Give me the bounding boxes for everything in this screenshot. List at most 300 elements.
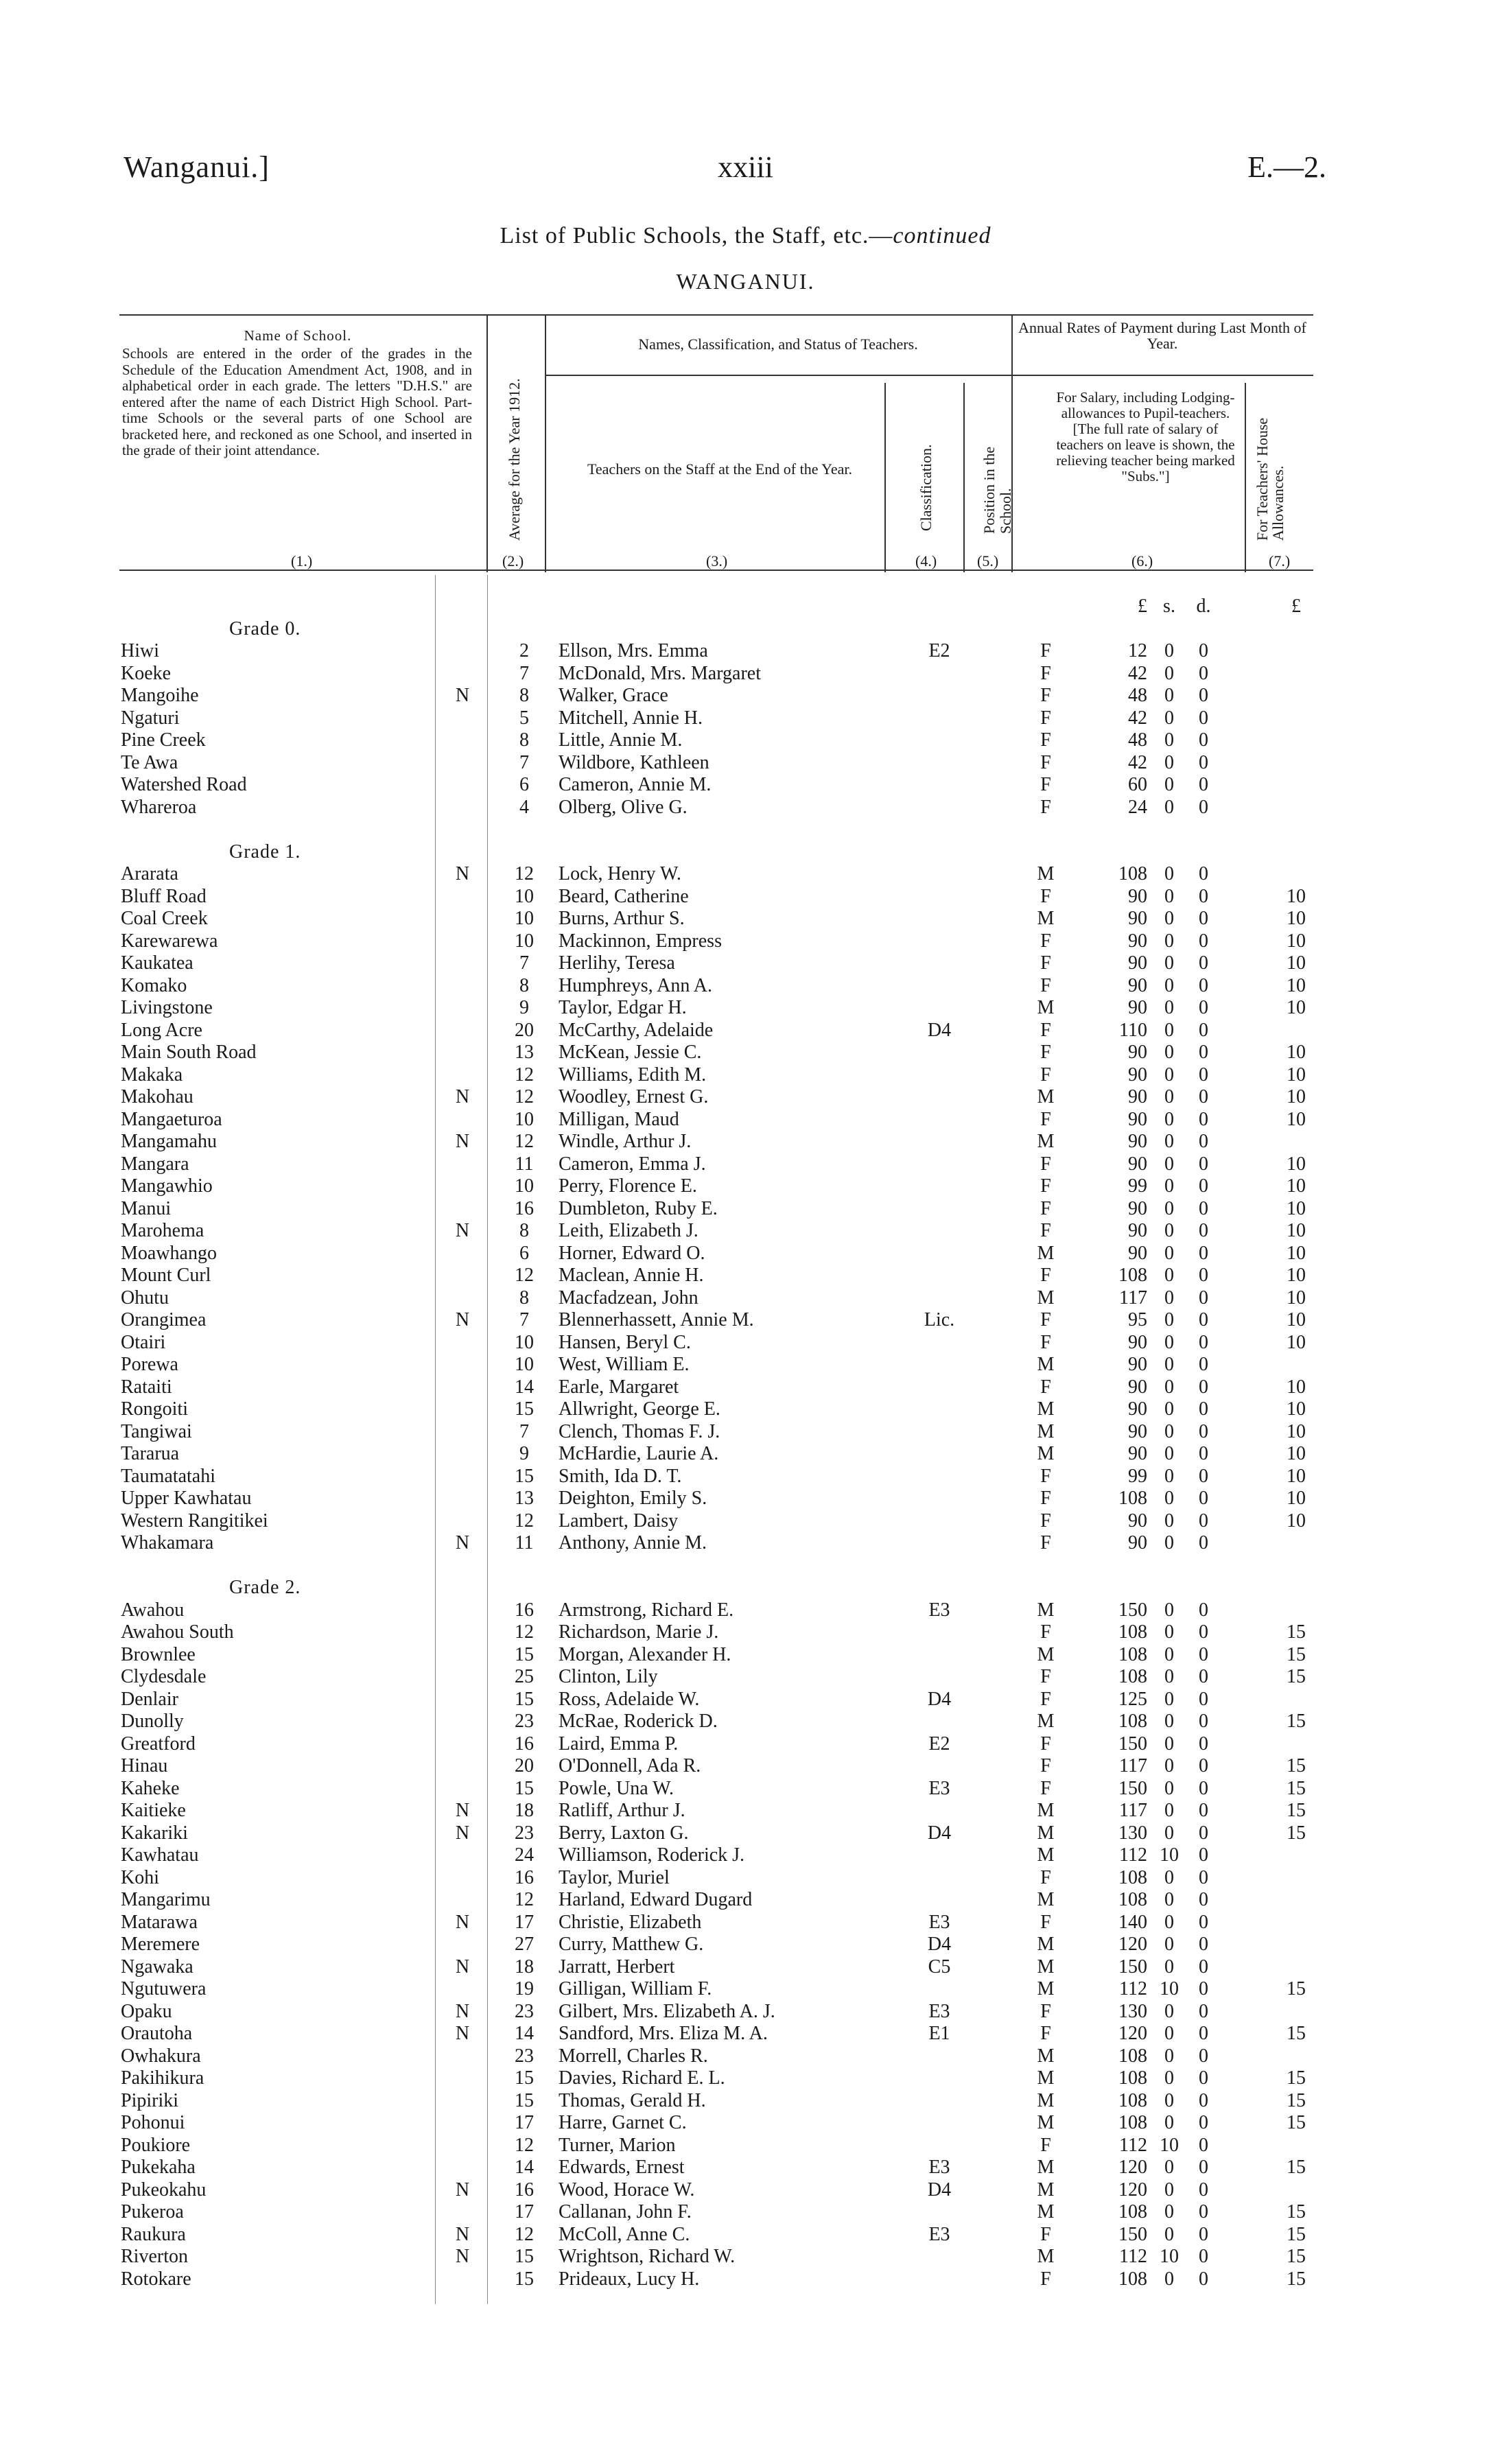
salary-pounds: 99 (1128, 1175, 1147, 1197)
salary-pounds: 120 (1118, 2023, 1147, 2044)
col-divider (884, 383, 886, 572)
salary-pence: 0 (1199, 1532, 1208, 1553)
salary-pence: 0 (1199, 1621, 1208, 1643)
salary-pence: 0 (1199, 1131, 1208, 1152)
average-attendance: 10 (515, 1331, 534, 1353)
average-attendance: 10 (515, 1354, 534, 1375)
salary-shillings: 0 (1164, 707, 1174, 729)
teacher-name: Curry, Matthew G. (559, 1934, 704, 1955)
teacher-name: McDonald, Mrs. Margaret (559, 662, 761, 684)
teacher-name: Horner, Edward O. (559, 1242, 705, 1264)
house-allowance: 10 (1287, 1376, 1306, 1398)
salary-pounds: 90 (1128, 885, 1147, 907)
house-allowance: 10 (1287, 930, 1306, 952)
house-allowance: 15 (1287, 1666, 1306, 1687)
district-subtitle: WANGANUI. (676, 269, 815, 294)
salary-pounds: 90 (1128, 1242, 1147, 1264)
table-row (119, 1844, 1313, 1867)
average-attendance: 19 (515, 1978, 534, 1999)
average-attendance: 14 (515, 1376, 534, 1398)
house-allowance: 10 (1287, 1287, 1306, 1309)
position: F (1040, 774, 1051, 795)
average-attendance: 27 (515, 1934, 534, 1955)
teacher-name: McColl, Anne C. (559, 2223, 690, 2245)
table-row (119, 1755, 1313, 1778)
school-name: Riverton (121, 2246, 188, 2267)
salary-pence: 0 (1199, 1844, 1208, 1866)
table-row (119, 997, 1313, 1020)
salary-shillings: 10 (1160, 2134, 1179, 2156)
position: F (1040, 1666, 1051, 1687)
salary-pence: 0 (1199, 863, 1208, 884)
school-mark: N (455, 1086, 470, 1107)
header-right: E.—2. (1247, 150, 1326, 184)
salary-pounds: 117 (1119, 1755, 1147, 1776)
teacher-name: Taylor, Edgar H. (559, 997, 687, 1018)
salary-pounds: 24 (1128, 796, 1147, 818)
average-attendance: 20 (515, 1019, 534, 1041)
school-name: Awahou South (121, 1621, 234, 1643)
teacher-name: Hansen, Beryl C. (559, 1331, 691, 1353)
table-row (119, 1086, 1313, 1109)
col3-heading: Teachers on the Staff at the End of the Year. (587, 460, 852, 478)
table-row (119, 797, 1313, 819)
house-allowance: 15 (1287, 2112, 1306, 2133)
house-allowance: 10 (1287, 1265, 1306, 1286)
position: F (1040, 2134, 1051, 2156)
table-row (119, 685, 1313, 707)
table-row (119, 1198, 1313, 1221)
table-row (119, 2246, 1313, 2268)
position: M (1037, 1643, 1055, 1665)
teacher-name: Herlihy, Teresa (559, 952, 675, 974)
salary-pounds: 60 (1128, 774, 1147, 795)
school-name: Pohonui (121, 2112, 185, 2133)
school-name: Western Rangitikei (121, 1510, 268, 1532)
school-name: Denlair (121, 1688, 178, 1710)
position: F (1040, 952, 1051, 974)
salary-pence: 0 (1199, 1265, 1208, 1286)
salary-pounds: 90 (1128, 1153, 1147, 1175)
salary-pounds: 90 (1128, 1376, 1147, 1398)
salary-pence: 0 (1199, 2246, 1208, 2267)
salary-pence: 0 (1199, 751, 1208, 773)
average-attendance: 5 (519, 707, 529, 729)
average-attendance: 7 (519, 751, 529, 773)
salary-pence: 0 (1199, 997, 1208, 1018)
table-row (119, 952, 1313, 975)
position: F (1040, 1042, 1051, 1063)
teacher-name: McHardie, Laurie A. (559, 1443, 719, 1464)
table-row (119, 1733, 1313, 1756)
salary-pence: 0 (1199, 974, 1208, 996)
salary-pence: 0 (1199, 1978, 1208, 1999)
salary-shillings: 10 (1160, 1978, 1179, 1999)
salary-pence: 0 (1199, 908, 1208, 929)
position: M (1037, 1889, 1055, 1910)
salary-pounds: 42 (1128, 662, 1147, 684)
house-allowance: 10 (1287, 1465, 1306, 1487)
salary-pence: 0 (1199, 1197, 1208, 1219)
average-attendance: 18 (515, 1800, 534, 1821)
salary-pounds: 108 (1118, 1866, 1147, 1888)
school-name: Kaitieke (121, 1800, 186, 1821)
salary-pence: 0 (1199, 1488, 1208, 1509)
school-name: Clydesdale (121, 1666, 207, 1687)
position: F (1040, 1510, 1051, 1532)
position: F (1040, 2268, 1051, 2290)
average-attendance: 4 (519, 796, 529, 818)
salary-pence: 0 (1199, 774, 1208, 795)
salary-pence: 0 (1199, 1153, 1208, 1175)
salary-shillings: 0 (1164, 2023, 1174, 2044)
table-row (119, 1889, 1313, 1912)
table-row (119, 640, 1313, 663)
school-name: Awahou (121, 1599, 185, 1621)
teacher-name: Earle, Margaret (559, 1376, 679, 1398)
salary-shillings: 0 (1164, 930, 1174, 952)
salary-pounds: 108 (1118, 2067, 1147, 2089)
school-name: Ohutu (121, 1287, 169, 1309)
house-allowance: 15 (1287, 1755, 1306, 1776)
school-name: Pukeroa (121, 2201, 184, 2222)
teacher-name: Richardson, Marie J. (559, 1621, 719, 1643)
house-allowance: 15 (1287, 1822, 1306, 1844)
house-allowance: 10 (1287, 1153, 1306, 1175)
table-row (119, 752, 1313, 775)
position: F (1040, 930, 1051, 952)
salary-pence: 0 (1199, 952, 1208, 974)
currency-row (119, 596, 1313, 618)
salary-pence: 0 (1199, 1711, 1208, 1732)
salary-pounds: 99 (1128, 1465, 1147, 1487)
salary-shillings: 0 (1164, 885, 1174, 907)
table-row (119, 1332, 1313, 1354)
salary-pounds: 90 (1128, 1510, 1147, 1532)
salary-pounds: 90 (1128, 1064, 1147, 1086)
table-header (119, 314, 1313, 572)
salary-shillings: 0 (1164, 1175, 1174, 1197)
salary-pounds: 150 (1118, 1733, 1147, 1755)
position: F (1040, 885, 1051, 907)
position: F (1040, 1108, 1051, 1130)
school-name: Tangiwai (121, 1420, 192, 1442)
table-row (119, 1265, 1313, 1287)
school-mark: N (455, 1822, 470, 1844)
average-attendance: 17 (515, 2112, 534, 2133)
position: F (1040, 2000, 1051, 2022)
teacher-name: Ellson, Mrs. Emma (559, 640, 708, 661)
salary-shillings: 0 (1164, 1108, 1174, 1130)
salary-shillings: 0 (1164, 1153, 1174, 1175)
salary-pounds: 150 (1118, 1599, 1147, 1621)
salary-shillings: 0 (1164, 2045, 1174, 2067)
salary-pence: 0 (1199, 1733, 1208, 1755)
school-mark: N (455, 685, 470, 706)
salary-pence: 0 (1199, 685, 1208, 706)
salary-shillings: 0 (1164, 662, 1174, 684)
teacher-name: Cameron, Annie M. (559, 774, 712, 795)
salary-shillings: 0 (1164, 1220, 1174, 1241)
salary-pence: 0 (1199, 2067, 1208, 2089)
table-row (119, 1466, 1313, 1488)
school-name: Watershed Road (121, 774, 247, 795)
position: F (1040, 1331, 1051, 1353)
salary-pounds: 90 (1128, 1197, 1147, 1219)
average-attendance: 16 (515, 1599, 534, 1621)
salary-pounds: 108 (1118, 863, 1147, 884)
table-row (119, 1309, 1313, 1332)
house-allowance: 10 (1287, 885, 1306, 907)
house-allowance: 15 (1287, 2023, 1306, 2044)
salary-pence: 0 (1199, 1934, 1208, 1955)
teacher-name: Berry, Laxton G. (559, 1822, 689, 1844)
average-attendance: 12 (515, 1131, 534, 1152)
salary-pounds: 42 (1128, 707, 1147, 729)
table-row (119, 1934, 1313, 1956)
table-row (119, 707, 1313, 730)
table-row (119, 975, 1313, 998)
salary-shillings: 0 (1164, 1866, 1174, 1888)
salary-pence: 0 (1199, 2000, 1208, 2022)
house-allowance: 10 (1287, 1510, 1306, 1532)
school-name: Raukura (121, 2223, 186, 2245)
salary-shillings: 0 (1164, 974, 1174, 996)
school-name: Mangamahu (121, 1131, 217, 1152)
teacher-name: Harre, Garnet C. (559, 2112, 687, 2133)
salary-pounds: 112 (1119, 2246, 1147, 2267)
school-name: Dunolly (121, 1711, 184, 1732)
teacher-name: Mackinnon, Empress (559, 930, 722, 952)
salary-shillings: 10 (1160, 2246, 1179, 2267)
salary-pounds: 117 (1119, 1287, 1147, 1309)
currency-pounds: £ (1138, 596, 1147, 617)
salary-shillings: 0 (1164, 1354, 1174, 1375)
teacher-name: Walker, Grace (559, 685, 668, 706)
table-row (119, 1488, 1313, 1510)
teacher-name: Blennerhassett, Annie M. (559, 1309, 754, 1330)
school-name: Kawhatau (121, 1844, 199, 1866)
position: M (1037, 2201, 1055, 2222)
salary-pounds: 108 (1118, 2112, 1147, 2133)
col-divider (545, 314, 546, 572)
salary-shillings: 0 (1164, 2268, 1174, 2290)
average-attendance: 17 (515, 1911, 534, 1933)
table-row (119, 1131, 1313, 1153)
salary-shillings: 0 (1164, 1488, 1174, 1509)
position: M (1037, 863, 1055, 884)
teacher-name: Morrell, Charles R. (559, 2045, 708, 2067)
salary-pounds: 90 (1128, 1108, 1147, 1130)
teacher-name: Lambert, Daisy (559, 1510, 679, 1532)
table-row (119, 1421, 1313, 1444)
table-row (119, 1109, 1313, 1131)
salary-pence: 0 (1199, 1064, 1208, 1086)
salary-shillings: 0 (1164, 1711, 1174, 1732)
teacher-name: Lock, Henry W. (559, 863, 681, 884)
table-row (119, 908, 1313, 930)
table-row (119, 886, 1313, 908)
table-row (119, 1599, 1313, 1622)
position: F (1040, 1265, 1051, 1286)
salary-pounds: 90 (1128, 1086, 1147, 1107)
salary-shillings: 0 (1164, 1064, 1174, 1086)
teacher-name: Armstrong, Richard E. (559, 1599, 734, 1621)
teacher-name: Williamson, Roderick J. (559, 1844, 745, 1866)
position: F (1040, 707, 1051, 729)
position: F (1040, 1019, 1051, 1041)
salary-pence: 0 (1199, 1086, 1208, 1107)
position: M (1037, 2067, 1055, 2089)
house-allowance: 15 (1287, 1800, 1306, 1821)
position: F (1040, 1866, 1051, 1888)
salary-pounds: 90 (1128, 1420, 1147, 1442)
school-mark: N (455, 1532, 470, 1553)
average-attendance: 17 (515, 2201, 534, 2222)
school-name: Koeke (121, 662, 172, 684)
table-row (119, 1354, 1313, 1376)
teacher-name: Morgan, Alexander H. (559, 1643, 731, 1665)
salary-pounds: 117 (1119, 1800, 1147, 1821)
position: F (1040, 1465, 1051, 1487)
teacher-name: O'Donnell, Ada R. (559, 1755, 701, 1776)
position: F (1040, 1755, 1051, 1776)
classification: E2 (928, 1733, 950, 1755)
school-name: Main South Road (121, 1042, 257, 1063)
house-allowance: 15 (1287, 1777, 1306, 1799)
average-attendance: 12 (515, 1086, 534, 1107)
salary-pounds: 120 (1118, 1934, 1147, 1955)
salary-pence: 0 (1199, 1866, 1208, 1888)
school-mark: N (455, 863, 470, 884)
classification: D4 (927, 1822, 952, 1844)
salary-shillings: 0 (1164, 2201, 1174, 2222)
teacher-name: Burns, Arthur S. (559, 908, 685, 929)
salary-shillings: 0 (1164, 1532, 1174, 1553)
school-name: Rotokare (121, 2268, 191, 2290)
house-allowance: 10 (1287, 1086, 1306, 1107)
average-attendance: 10 (515, 1175, 534, 1197)
table-row (119, 2179, 1313, 2202)
school-name: Pipiriki (121, 2089, 179, 2111)
house-allowance: 15 (1287, 2268, 1306, 2290)
teacher-name: Prideaux, Lucy H. (559, 2268, 700, 2290)
average-attendance: 13 (515, 1488, 534, 1509)
table-row (119, 1778, 1313, 1800)
position: F (1040, 1488, 1051, 1509)
average-attendance: 14 (515, 2157, 534, 2178)
table-row (119, 663, 1313, 685)
salary-pence: 0 (1199, 1666, 1208, 1687)
salary-pence: 0 (1199, 1108, 1208, 1130)
school-mark: N (455, 1800, 470, 1821)
school-name: Kakariki (121, 1822, 188, 1844)
classification: E1 (928, 2023, 950, 2044)
table-row (119, 2112, 1313, 2135)
page-title (0, 223, 1491, 249)
average-attendance: 12 (515, 863, 534, 884)
salary-shillings: 0 (1164, 2112, 1174, 2133)
average-attendance: 10 (515, 908, 534, 929)
col-number-7: (7.) (1269, 552, 1291, 570)
salary-shillings: 0 (1164, 1666, 1174, 1687)
teacher-name: Olberg, Olive G. (559, 796, 688, 818)
school-name: Pukeokahu (121, 2179, 207, 2201)
table-row (119, 2224, 1313, 2246)
school-name: Mount Curl (121, 1265, 211, 1286)
salary-pounds: 108 (1118, 1889, 1147, 1910)
header-top-rule (119, 314, 1313, 316)
average-attendance: 15 (515, 1777, 534, 1799)
house-allowance: 10 (1287, 1175, 1306, 1197)
salary-shillings: 0 (1164, 1131, 1174, 1152)
teacher-name: Humphreys, Ann A. (559, 974, 712, 996)
school-mark: N (455, 2223, 470, 2245)
page-number: xxiii (718, 150, 773, 184)
table-row (119, 1867, 1313, 1890)
salary-pounds: 12 (1128, 640, 1147, 661)
currency-allowance-pounds: £ (1291, 596, 1301, 617)
salary-shillings: 0 (1164, 1398, 1174, 1420)
salary-pounds: 90 (1128, 930, 1147, 952)
table-row (119, 2135, 1313, 2157)
position: M (1037, 2179, 1055, 2201)
school-mark: N (455, 1956, 470, 1978)
average-attendance: 23 (515, 1822, 534, 1844)
title-italic: continued (893, 223, 991, 248)
salary-pence: 0 (1199, 885, 1208, 907)
salary-pounds: 108 (1118, 2089, 1147, 2111)
col4-heading: Classification. (917, 444, 935, 531)
position: M (1037, 2045, 1055, 2067)
house-allowance: 15 (1287, 1621, 1306, 1643)
school-name: Pine Creek (121, 729, 206, 751)
table-row (119, 1800, 1313, 1822)
school-name: Pakihikura (121, 2067, 204, 2089)
salary-pounds: 112 (1119, 1844, 1147, 1866)
table-row (119, 1376, 1313, 1399)
salary-shillings: 0 (1164, 1956, 1174, 1978)
school-name: Hiwi (121, 640, 159, 661)
salary-pounds: 90 (1128, 1354, 1147, 1375)
house-allowance: 15 (1287, 1643, 1306, 1665)
salary-pence: 0 (1199, 1889, 1208, 1910)
school-name: Ngawaka (121, 1956, 193, 1978)
salary-shillings: 0 (1164, 1265, 1174, 1286)
teacher-name: Little, Annie M. (559, 729, 683, 751)
teacher-name: Harland, Edward Dugard (559, 1889, 753, 1910)
salary-pounds: 150 (1118, 1777, 1147, 1799)
school-name: Ngutuwera (121, 1978, 207, 1999)
col7-heading: For Teachers' House Allowances. (1254, 417, 1287, 541)
average-attendance: 11 (515, 1532, 534, 1553)
salary-shillings: 0 (1164, 1443, 1174, 1464)
house-allowance: 15 (1287, 2157, 1306, 2178)
salary-shillings: 0 (1164, 1309, 1174, 1330)
table-row (119, 729, 1313, 752)
school-name: Karewarewa (121, 930, 218, 952)
salary-shillings: 0 (1164, 1755, 1174, 1776)
school-name: Mangara (121, 1153, 189, 1175)
classification: E3 (928, 1911, 950, 1933)
school-mark: N (455, 2000, 470, 2022)
salary-pounds: 95 (1128, 1309, 1147, 1330)
salary-pence: 0 (1199, 2089, 1208, 2111)
salary-pounds: 108 (1118, 1621, 1147, 1643)
salary-shillings: 0 (1164, 1889, 1174, 1910)
salary-shillings: 0 (1164, 2067, 1174, 2089)
house-allowance: 15 (1287, 1978, 1306, 1999)
